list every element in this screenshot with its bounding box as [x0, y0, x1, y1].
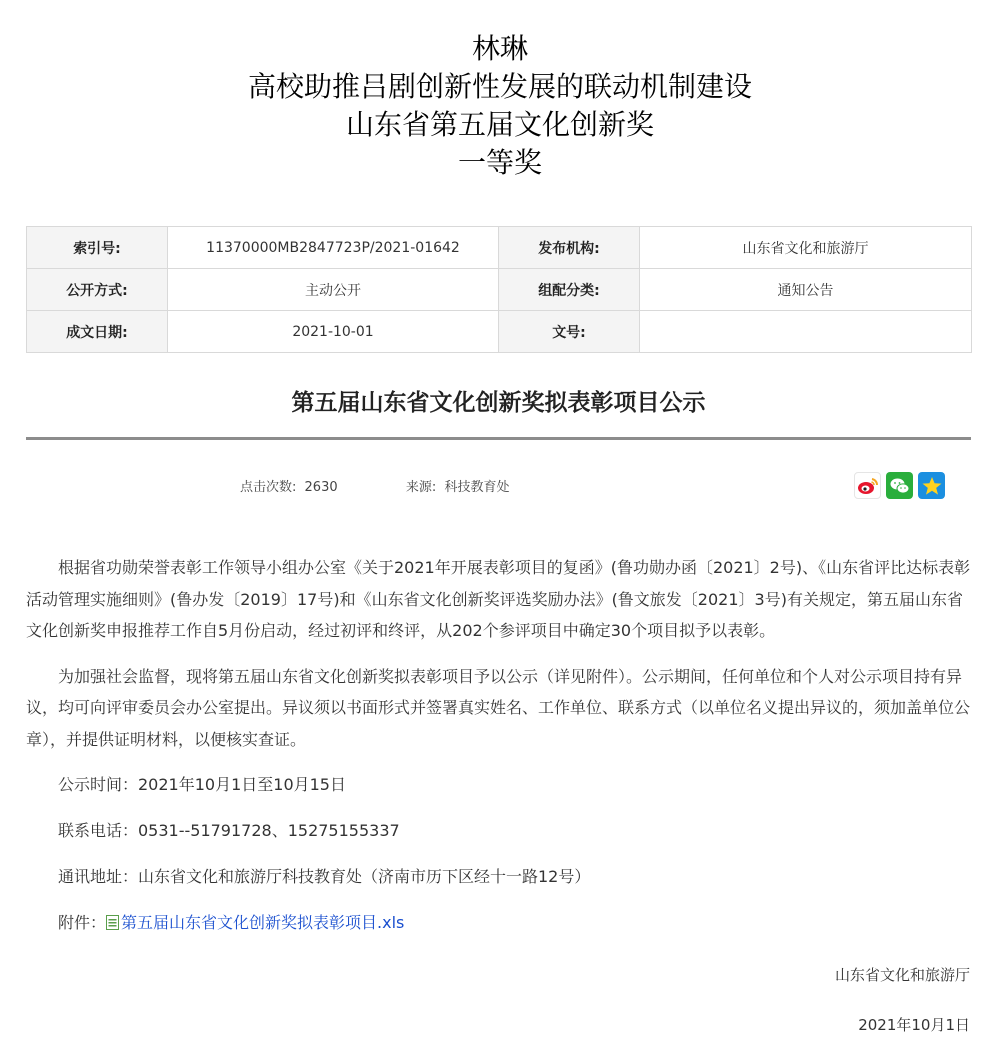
docno-label: 文号:	[499, 311, 640, 353]
qzone-icon[interactable]	[918, 472, 945, 499]
attachment-link[interactable]: 第五届山东省文化创新奖拟表彰项目.xls	[121, 913, 405, 932]
paragraph-supervision: 为加强社会监督，现将第五届山东省文化创新奖拟表彰项目予以公示（详见附件）。公示期间，任何单位和个人对公示项目持有异议，均可向评审委员会办公室提出。异议须以书面形式并签署真实姓名、工作单位、联系方式（以单位名义提出异议的，须加盖单位公章），并提供证明材料，以便核实查证。	[26, 666, 971, 749]
category-label: 组配分类:	[499, 269, 640, 311]
mailing-address: 通讯地址：山东省文化和旅游厅科技教育处（济南市历下区经十一路12号）	[58, 867, 591, 886]
award-level: 一等奖	[457, 146, 542, 179]
excel-file-icon	[106, 909, 119, 940]
project-title: 高校助推吕剧创新性发展的联动机制建设	[247, 70, 752, 103]
date-value: 2021-10-01	[168, 311, 499, 353]
meta-row-date	[27, 311, 972, 353]
author-name: 林琳	[471, 32, 528, 65]
source-value: 科技教育处	[444, 480, 510, 495]
wechat-icon[interactable]	[886, 472, 913, 499]
contact-phone: 联系电话：0531--51791728、15275155337	[58, 821, 400, 840]
index-value: 11370000MB2847723P/2021-01642	[168, 227, 499, 269]
publisher-label: 发布机构:	[499, 227, 640, 269]
article-stats	[240, 476, 513, 495]
weibo-icon[interactable]	[854, 472, 881, 499]
share-bar	[854, 472, 945, 499]
issue-date: 2021年10月1日	[858, 1016, 970, 1034]
award-name: 山东省第五届文化创新奖	[345, 108, 654, 141]
docno-value	[640, 311, 972, 353]
document-meta-table	[26, 226, 972, 353]
category-value: 通知公告	[640, 269, 972, 311]
date-label: 成文日期:	[27, 311, 168, 353]
attachment-row	[26, 907, 971, 940]
title-divider	[26, 437, 971, 440]
award-caption	[0, 30, 1000, 182]
issuer-signature: 山东省文化和旅游厅	[834, 966, 970, 984]
clicks-label: 点击次数:	[240, 480, 297, 495]
attachment-label: 附件：	[58, 913, 107, 932]
article-title: 第五届山东省文化创新奖拟表彰项目公示	[291, 390, 706, 416]
publisher-value: 山东省文化和旅游厅	[640, 227, 972, 269]
index-label: 索引号:	[27, 227, 168, 269]
clicks-value: 2630	[304, 480, 338, 495]
open-value: 主动公开	[168, 269, 499, 311]
publicity-period: 公示时间：2021年10月1日至10月15日	[58, 775, 346, 794]
meta-row-open	[27, 269, 972, 311]
source-label: 来源:	[405, 480, 437, 495]
article-body	[26, 552, 971, 955]
meta-row-index	[27, 227, 972, 269]
open-label: 公开方式:	[27, 269, 168, 311]
paragraph-basis: 根据省功勋荣誉表彰工作领导小组办公室《关于2021年开展表彰项目的复函》(鲁功勋办函〔2021〕2号)、《山东省评比达标表彰活动管理实施细则》(鲁办发〔2019〕17号)和《山东省文化创新奖评选奖励办法》(鲁文旅发〔2021〕3号)有关规定，第五届山东省文化创新奖申报推荐工作自5月份启动，经过初评和终评，从202个参评项目中确定30个项目拟予以表彰。	[26, 558, 971, 640]
